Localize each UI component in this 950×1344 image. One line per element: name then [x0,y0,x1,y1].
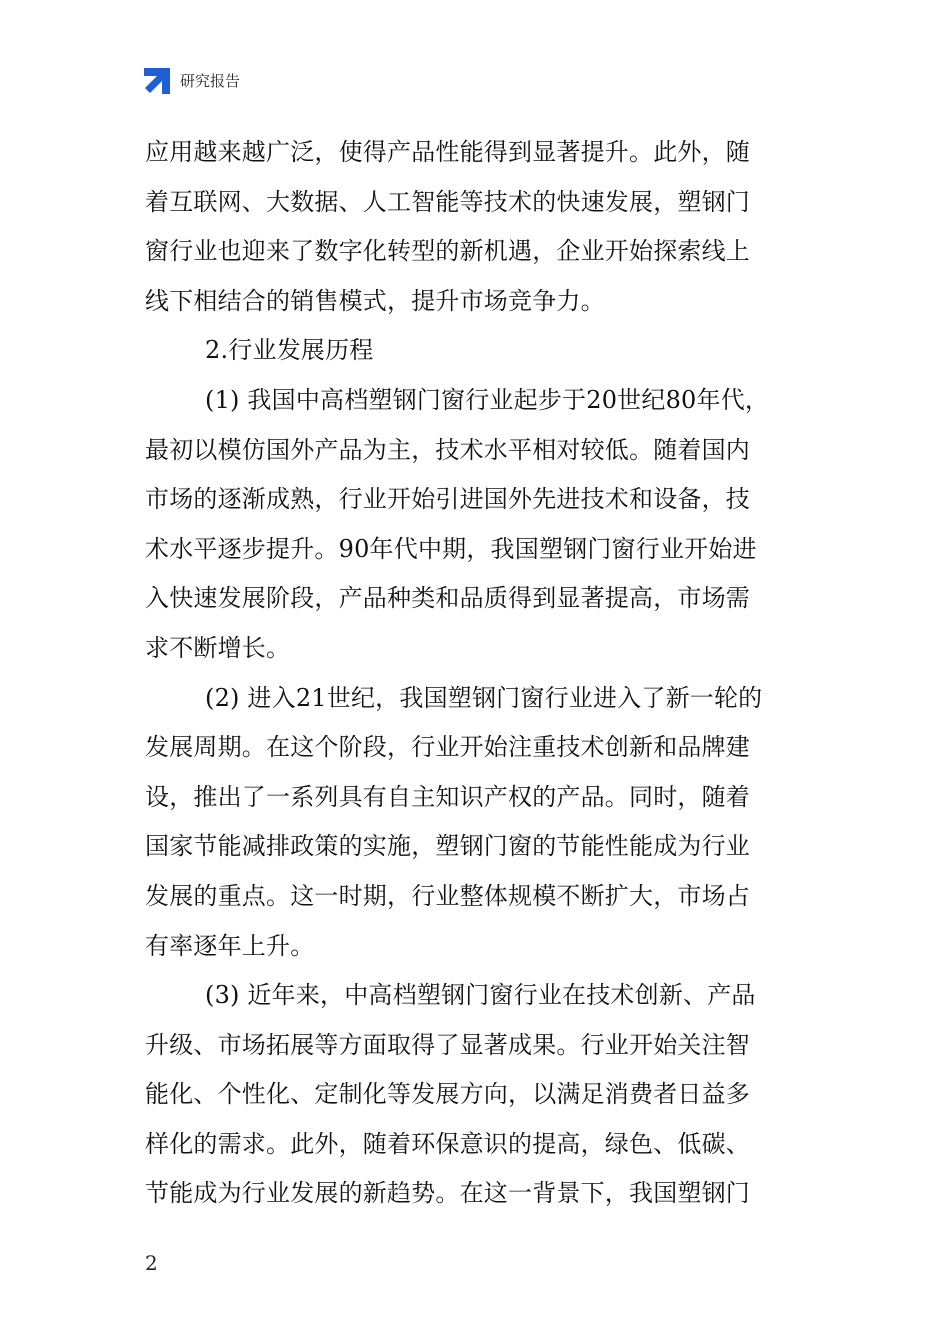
paragraph-line: 升级、市场拓展等方面取得了显著成果。行业开始关注智 [145,1030,750,1059]
document-body [145,128,810,1219]
section-heading: 2.行业发展历程 [205,336,374,365]
paragraph-line: 样化的需求。此外，随着环保意识的提高，绿色、低碳、 [145,1129,750,1158]
paragraph-line: 术水平逐步提升。90年代中期，我国塑钢门窗行业开始进 [145,534,757,563]
paragraph-line: 有率逐年上升。 [145,931,315,960]
paragraph-line: 设，推出了一系列具有自主知识产权的产品。同时，随着 [145,782,750,811]
paragraph-line: 市场的逐渐成熟，行业开始引进国外先进技术和设备，技 [145,485,750,514]
page-header [142,66,240,96]
paragraph-line: 节能成为行业发展的新趋势。在这一背景下，我国塑钢门 [145,1179,750,1208]
page-number: 2 [145,1251,158,1275]
paragraph-line: (2) 进入21世纪，我国塑钢门窗行业进入了新一轮的 [205,683,763,712]
paragraph-line: 国家节能减排政策的实施，塑钢门窗的节能性能成为行业 [145,832,750,861]
paragraph-line: 最初以模仿国外产品为主，技术水平相对较低。随着国内 [145,435,750,464]
paragraph-line: (3) 近年来，中高档塑钢门窗行业在技术创新、产品 [205,981,756,1010]
paragraph-line: 窗行业也迎来了数字化转型的新机遇，企业开始探索线上 [145,237,750,266]
paragraph-line: 求不断增长。 [145,633,291,662]
paragraph-line: 线下相结合的销售模式，提升市场竞争力。 [145,286,605,315]
paragraph-line: 着互联网、大数据、人工智能等技术的快速发展，塑钢门 [145,187,750,216]
paragraph-line: 发展周期。在这个阶段，行业开始注重技术创新和品牌建 [145,733,750,762]
paragraph-line: (1) 我国中高档塑钢门窗行业起步于20世纪80年代， [205,385,770,414]
paragraph-line: 能化、个性化、定制化等发展方向，以满足消费者日益多 [145,1080,750,1109]
report-type-label: 研究报告 [180,72,241,90]
paragraph-line: 入快速发展阶段，产品种类和品质得到显著提高，市场需 [145,584,750,613]
paragraph-line: 发展的重点。这一时期，行业整体规模不断扩大，市场占 [145,881,750,910]
arrow-up-right-logo-icon [142,66,172,96]
paragraph-line: 应用越来越广泛，使得产品性能得到显著提升。此外，随 [145,138,750,166]
